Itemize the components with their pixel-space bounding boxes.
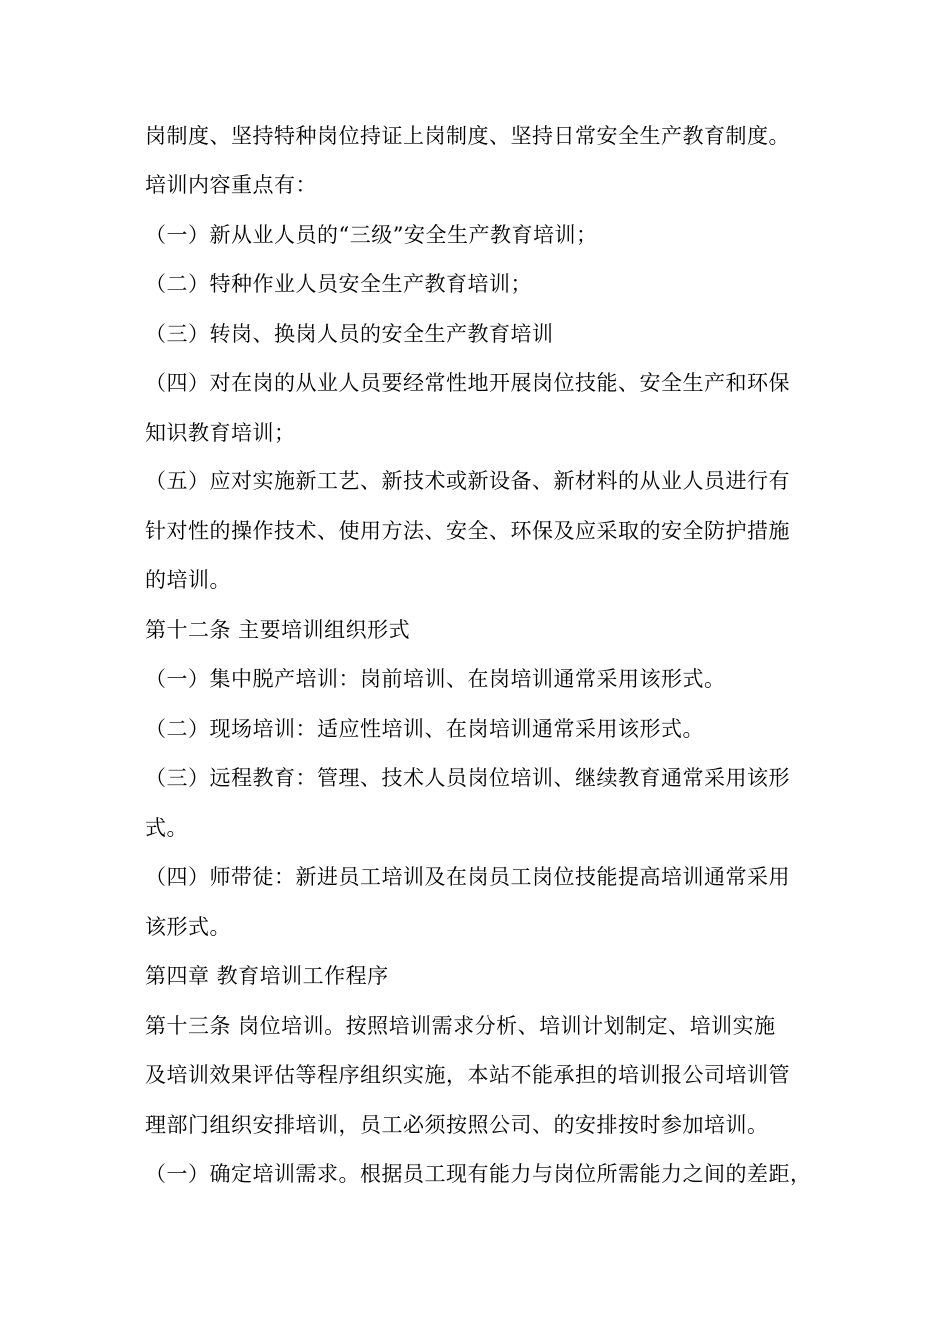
article-heading: 第十二条 主要培训组织形式 bbox=[145, 618, 411, 642]
text-line: 的培训。 bbox=[145, 568, 231, 592]
list-item: （一）新从业人员的“三级”安全生产教育培训； bbox=[145, 223, 598, 247]
list-item: （二）特种作业人员安全生产教育培训； bbox=[145, 272, 532, 296]
list-item: （四）师带徒：新进员工培训及在岗员工岗位技能提高培训通常采用 bbox=[145, 865, 790, 889]
chapter-heading: 第四章 教育培训工作程序 bbox=[145, 964, 389, 988]
list-item: （三）转岗、换岗人员的安全生产教育培训 bbox=[145, 322, 554, 346]
text-line: 及培训效果评估等程序组织实施，本站不能承担的培训报公司培训管 bbox=[145, 1063, 790, 1087]
list-item: （一）集中脱产培训：岗前培训、在岗培训通常采用该形式。 bbox=[145, 667, 726, 691]
text-line: 知识教育培训； bbox=[145, 421, 296, 445]
list-item: （五）应对实施新工艺、新技术或新设备、新材料的从业人员进行有 bbox=[145, 469, 790, 493]
list-item: （二）现场培训：适应性培训、在岗培训通常采用该形式。 bbox=[145, 717, 704, 741]
text-line: 理部门组织安排培训，员工必须按照公司、的安排按时参加培训。 bbox=[145, 1113, 769, 1137]
list-item: （三）远程教育：管理、技术人员岗位培训、继续教育通常采用该形 bbox=[145, 766, 790, 790]
list-item: （四）对在岗的从业人员要经常性地开展岗位技能、安全生产和环保 bbox=[145, 371, 790, 395]
text-line: 该形式。 bbox=[145, 915, 231, 939]
text-line: 培训内容重点有： bbox=[145, 173, 317, 197]
text-line: 式。 bbox=[145, 816, 188, 840]
text-line: 针对性的操作技术、使用方法、安全、环保及应采取的安全防护措施 bbox=[145, 519, 790, 543]
article-heading: 第十三条 岗位培训。按照培训需求分析、培训计划制定、培训实施 bbox=[145, 1014, 776, 1038]
list-item: （一）确定培训需求。根据员工现有能力与岗位所需能力之间的差距， bbox=[145, 1162, 812, 1186]
text-line: 岗制度、坚持特种岗位持证上岗制度、坚持日常安全生产教育制度。 bbox=[145, 124, 790, 148]
